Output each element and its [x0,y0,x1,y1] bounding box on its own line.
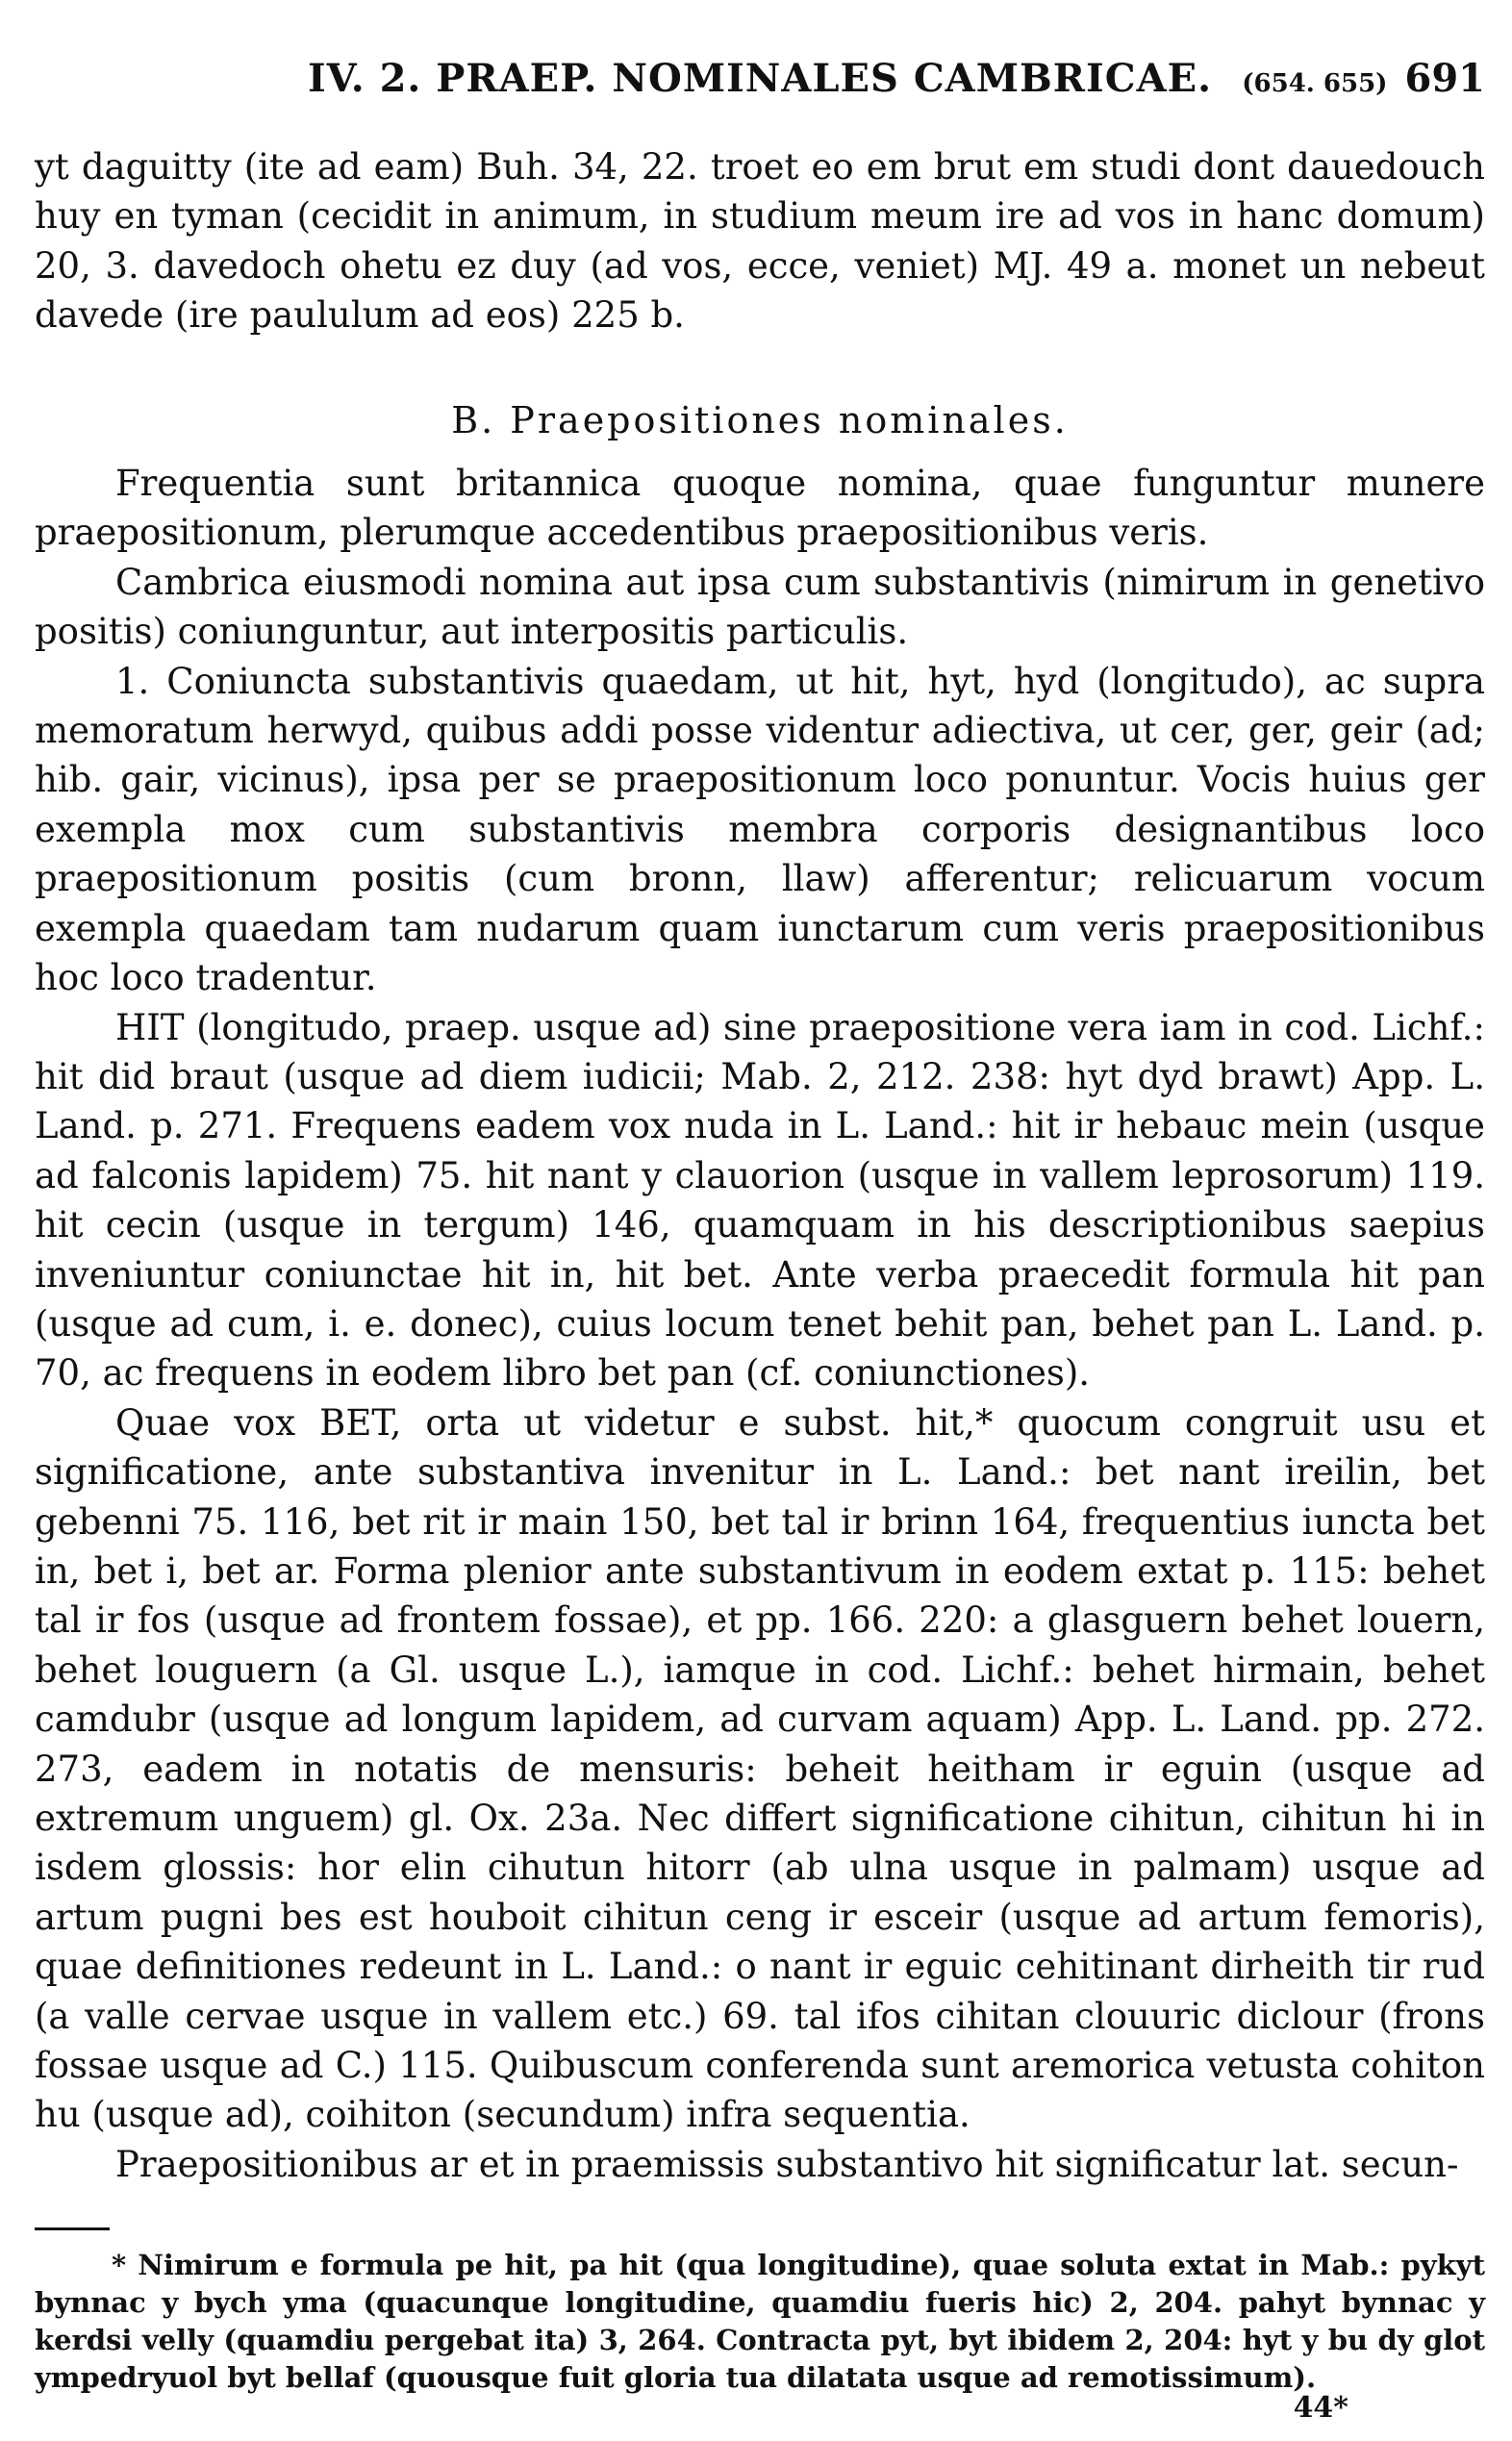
signature-mark: 44* [1293,2391,1348,2425]
header-sections-ref: (654. 655) [1242,69,1388,98]
paragraph: Frequentia sunt britannica quoque nomina, quae funguntur munere praepositionum, plerumque accedentibus praepositionibus veris. [35,463,1485,554]
header-page-info [1242,56,1485,101]
running-header [35,56,1485,110]
paragraph: HIT (longitudo, praep. usque ad) sine praepositione vera iam in cod. Lichf.: hit did braut (usque ad diem iudicii; Mab. 2, 212. 238: hyt dyd brawt) App. L. Land. p. 271. Frequens eadem vox nuda in L. Land.: hit ir hebauc mein (usque ad falconis lapidem) 75. hit nant y clauorion (usque in vallem leprosorum) 119. hit cecin (usque in tergum) 146, quamquam in his descriptionibus saepius inveniuntur coniunctae hit in, hit bet. Ante verba praecedit formula hit pan (usque ad cum, i. e. donec), cuius locum tenet behit pan, behet pan L. Land. p. 70, ac frequens in eodem libro bet pan (cf. coniunctiones). [35,1006,1485,1395]
paragraph: Praepositionibus ar et in praemissis substantivo hit significatur lat. secun- [115,2143,1459,2185]
page-number: 691 [1404,56,1485,101]
paragraph-continuation: yt daguitty (ite ad eam) Buh. 34, 22. troet eo em brut em studi dont dauedouch huy en tyman (cecidit in animum, in studium meum ire ad vos in hanc domum) 20, 3. davedoch ohetu ez duy (ad vos, ecce, veniet) MJ. 49 a. monet un nebeut davede (ire paululum ad eos) 225 b. [35,146,1485,337]
footnote-text: * Nimirum e formula pe hit, pa hit (qua longitudine), quae soluta extat in Mab.: pykyt bynnac y bych yma (quacunque longitudine, quamdiu fueris hic) 2, 204. pahyt bynnac y kerdsi velly (quamdiu pergebat ita) 3, 264. Contracta pyt, byt ibidem 2, 204: hyt y bu dy glot ympedryuol byt bellaf (quousque fuit gloria tua dilatata usque ad remotissimum). [35,2249,1485,2394]
footnote-divider [35,2227,110,2230]
section-heading: B. Praepositiones nominales. [451,398,1069,441]
main-text [35,142,1485,2189]
footnote [35,2247,1485,2397]
paragraph: Quae vox BET, orta ut videtur e subst. hit,* quocum congruit usu et significatione, ante substantiva invenitur in L. Land.: bet nant ireilin, bet gebenni 75. 116, bet rit ir main 150, bet tal ir brinn 164, frequentius iuncta bet in, bet i, bet ar. Forma plenior ante substantivum in eodem extat p. 115: behet tal ir fos (usque ad frontem fossae), et pp. 166. 220: a glasguern behet louern, behet louguern (a Gl. usque L.), iamque in cod. Lichf.: behet hirmain, behet camdubr (usque ad longum lapidem, ad curvam aquam) App. L. Land. pp. 272. 273, eadem in notatis de mensuris: beheit heitham ir eguin (usque ad extremum unguem) gl. Ox. 23a. Nec differt significatione cihitun, cihitun hi in isdem glossis: hor elin cihutun hitorr (ab ulna usque in palmam) usque ad artum pugni bes est houboit cihitun ceng ir esceir (usque ad artum femoris), quae definitiones redeunt in L. Land.: o nant ir eguic cehitinant dirheith tir rud (a valle cervae usque in vallem etc.) 69. tal ifos cihitan clouuric diclour (frons fossae usque ad C.) 115. Quibuscum conferenda sunt aremorica vetusta cohiton hu (usque ad), coihiton (secundum) infra sequentia. [35,1401,1485,2136]
header-title: IV. 2. PRAEP. NOMINALES CAMBRICAE. [307,56,1213,101]
paragraph: 1. Coniuncta substantivis quaedam, ut hit, hyt, hyd (longitudo), ac supra memoratum herwyd, quibus addi posse videntur adiectiva, ut cer, ger, geir (ad; hib. gair, vicinus), ipsa per se praepositionum loco ponuntur. Vocis huius ger exempla mox cum substantivis membra corporis designantibus loco praepositionum positis (cum bronn, llaw) afferentur; relicuarum vocum exempla quaedam tam nudarum quam iunctarum cum veris praepositionibus hoc loco tradentur. [35,660,1485,999]
paragraph: Cambrica eiusmodi nomina aut ipsa cum substantivis (nimirum in genetivo positis) coniunguntur, aut interpositis particulis. [35,561,1485,653]
